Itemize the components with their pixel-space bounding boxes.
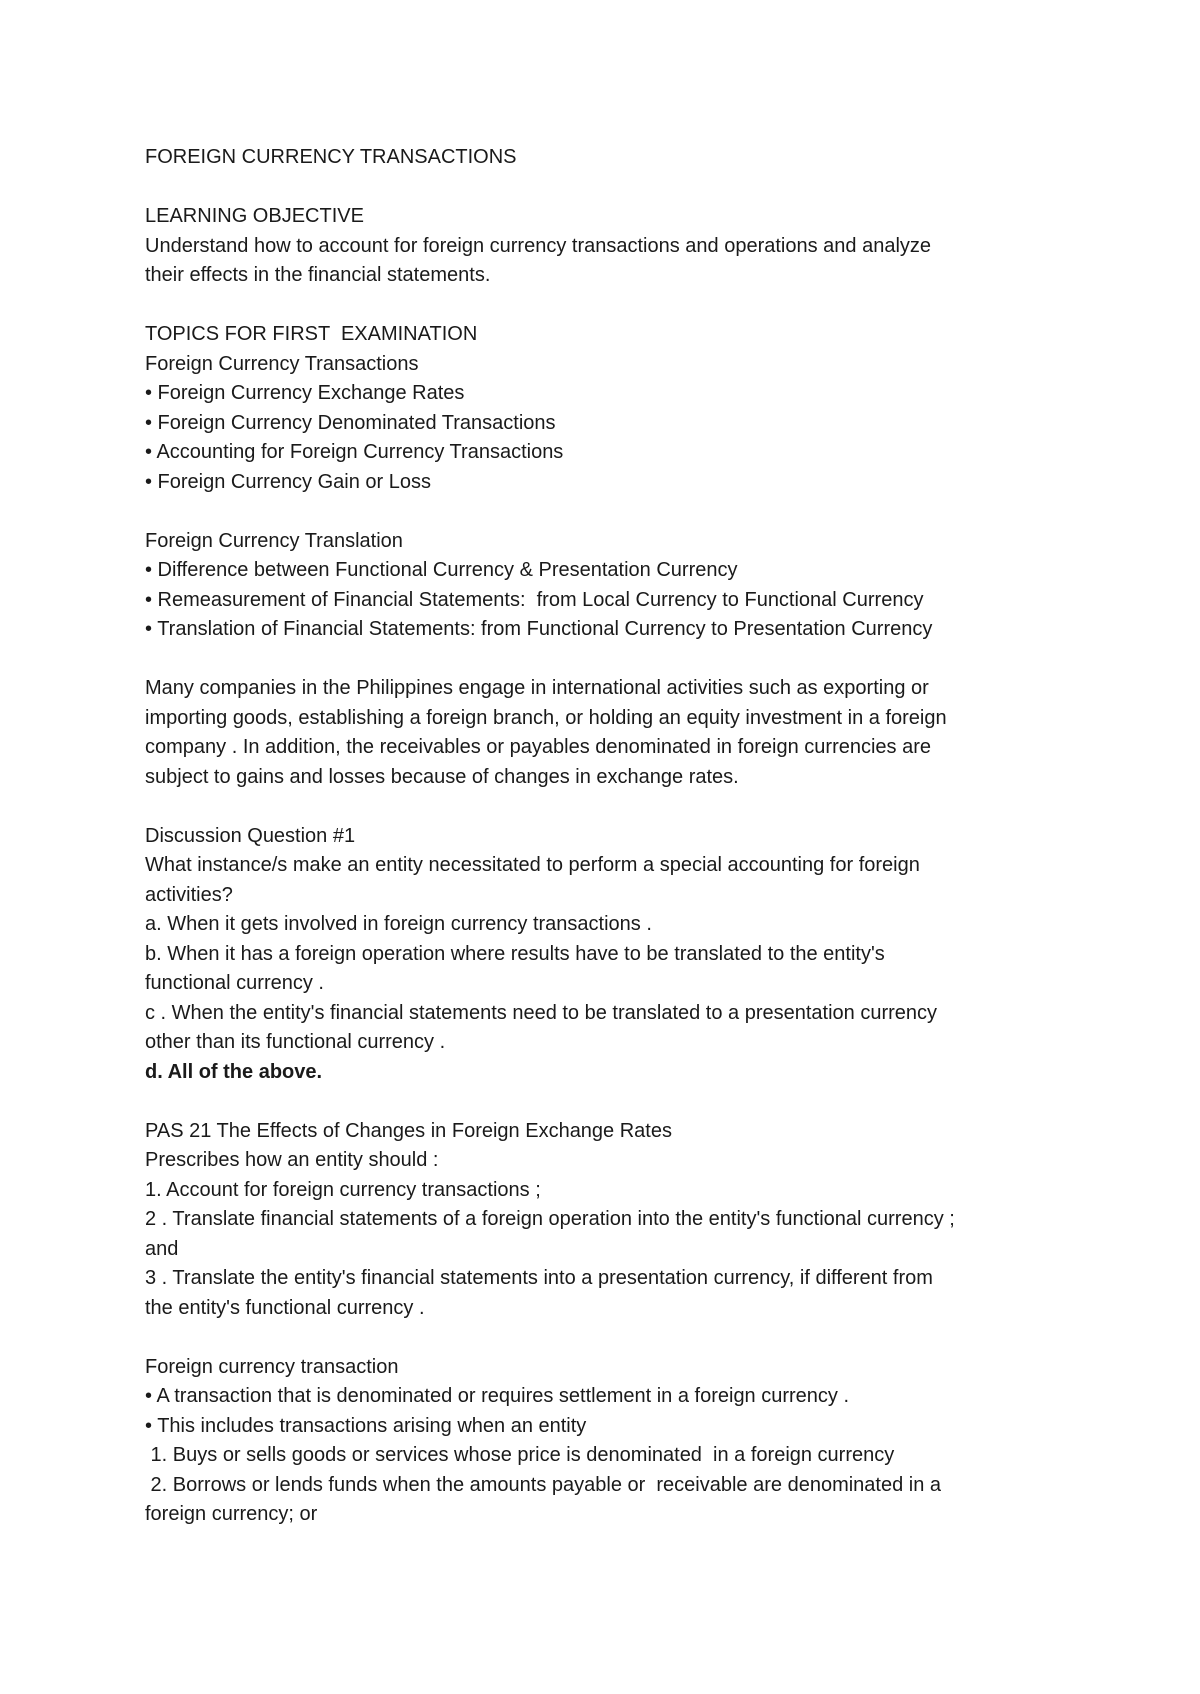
document-title: FOREIGN CURRENCY TRANSACTIONS xyxy=(145,146,517,168)
fct-line: • This includes transactions arising when an entity xyxy=(145,1414,587,1437)
pas21-line: 2 . Translate financial statements of a foreign operation into the entity's functional currency ; xyxy=(145,1208,955,1230)
document-body xyxy=(145,143,1065,1530)
topic-bullet: • Foreign Currency Exchange Rates xyxy=(145,382,465,404)
discussion-answer: d. All of the above. xyxy=(145,1060,323,1083)
discussion-heading: Discussion Question #1 xyxy=(145,824,356,847)
intro-line: company . In addition, the receivables or payables denominated in foreign currencies are xyxy=(145,736,932,758)
pas21-heading: PAS 21 The Effects of Changes in Foreign Exchange Rates xyxy=(145,1119,672,1142)
pas21-line: 3 . Translate the entity's financial statements into a presentation currency, if different from xyxy=(145,1267,933,1289)
spacer xyxy=(145,173,1065,203)
topic-group-title: Foreign Currency Translation xyxy=(145,529,403,552)
fct-line: • A transaction that is denominated or requires settlement in a foreign currency . xyxy=(145,1385,850,1407)
spacer xyxy=(145,792,1065,822)
objective-line: their effects in the financial statements. xyxy=(145,264,491,286)
spacer xyxy=(145,1323,1065,1353)
discussion-question: activities? xyxy=(145,883,233,906)
topic-bullet: • Remeasurement of Financial Statements: from Local Currency to Functional Currency xyxy=(145,588,924,611)
topic-group-title: Foreign Currency Transactions xyxy=(145,352,419,375)
topic-bullet: • Difference between Functional Currency & Presentation Currency xyxy=(145,559,738,581)
discussion-question: What instance/s make an entity necessitated to perform a special accounting for foreign xyxy=(145,854,920,876)
pas21-line: Prescribes how an entity should : xyxy=(145,1149,439,1171)
spacer xyxy=(145,497,1065,527)
discussion-option: functional currency . xyxy=(145,972,324,994)
topics-heading: TOPICS FOR FIRST EXAMINATION xyxy=(145,323,478,345)
fct-line: foreign currency; or xyxy=(145,1503,318,1525)
fct-line: 2. Borrows or lends funds when the amounts payable or receivable are denominated in a xyxy=(145,1473,942,1496)
pas21-line: 1. Account for foreign currency transactions ; xyxy=(145,1178,541,1201)
pas21-line: and xyxy=(145,1237,179,1260)
discussion-option: c . When the entity's financial statements need to be translated to a presentation currency xyxy=(145,1001,938,1024)
spacer xyxy=(145,291,1065,321)
discussion-option: other than its functional currency . xyxy=(145,1031,446,1053)
topic-bullet: • Foreign Currency Gain or Loss xyxy=(145,470,432,493)
discussion-option: b. When it has a foreign operation where results have to be translated to the entity's xyxy=(145,942,885,965)
topic-bullet: • Foreign Currency Denominated Transactions xyxy=(145,411,556,434)
objective-line: Understand how to account for foreign currency transactions and operations and analyze xyxy=(145,234,932,257)
topic-bullet: • Accounting for Foreign Currency Transactions xyxy=(145,441,564,463)
topic-bullet: • Translation of Financial Statements: from Functional Currency to Presentation Currency xyxy=(145,618,933,640)
discussion-option: a. When it gets involved in foreign currency transactions . xyxy=(145,913,652,935)
intro-line: Many companies in the Philippines engage in international activities such as exporting or xyxy=(145,677,929,699)
spacer xyxy=(145,1087,1065,1117)
intro-line: importing goods, establishing a foreign branch, or holding an equity investment in a foreign xyxy=(145,706,947,729)
fct-heading: Foreign currency transaction xyxy=(145,1355,399,1378)
spacer xyxy=(145,645,1065,675)
objective-heading: LEARNING OBJECTIVE xyxy=(145,205,364,227)
intro-line: subject to gains and losses because of changes in exchange rates. xyxy=(145,765,739,788)
fct-line: 1. Buys or sells goods or services whose price is denominated in a foreign currency xyxy=(145,1444,895,1466)
pas21-line: the entity's functional currency . xyxy=(145,1296,425,1319)
